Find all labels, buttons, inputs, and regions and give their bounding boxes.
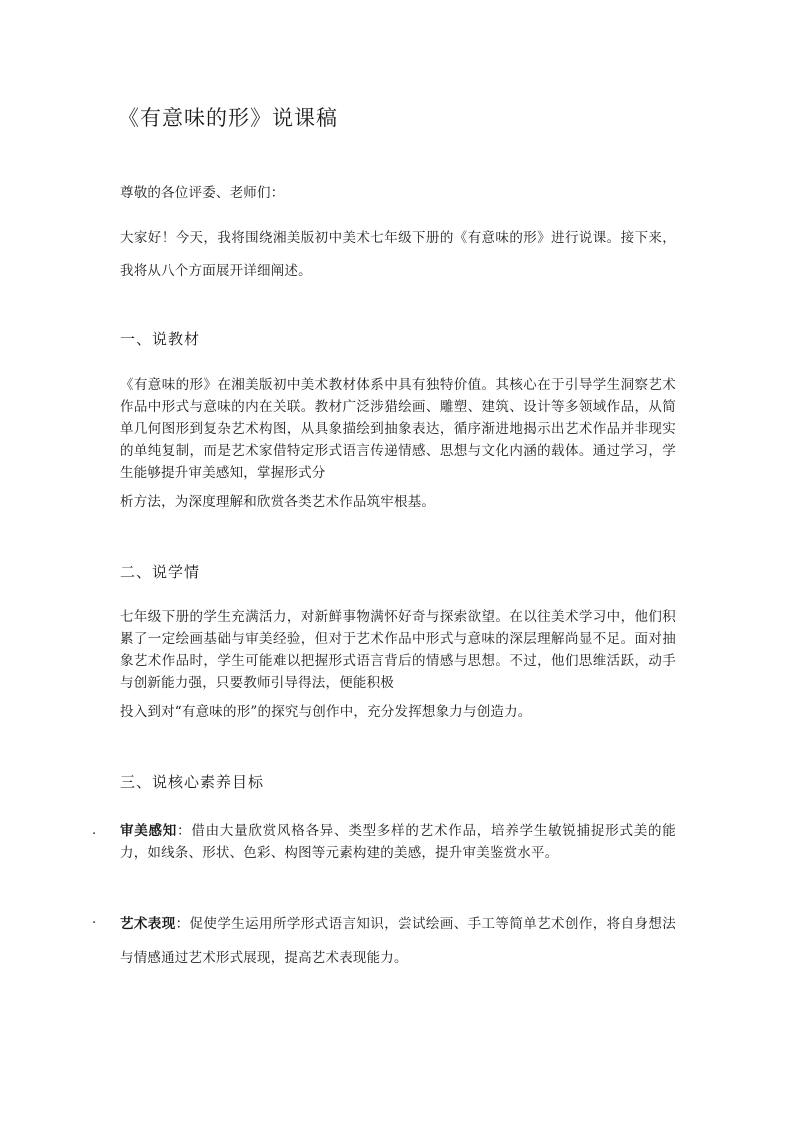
section-body-students-tail: 投入到对“有意味的形”的探究与创作中，充分发挥想象力与创造力。 — [120, 704, 532, 720]
goal-text: ：促使学生运用所学形式语言知识，尝试绘画、手工等简单艺术创作，将自身想法与情感通过艺术形式展现，提高艺术表现能力。 — [120, 916, 676, 966]
intro-paragraph: 大家好！今天，我将围绕湘美版初中美术七年级下册的《有意味的形》进行说课。接下来，我将从八个方面展开详细阐述。 — [120, 230, 676, 279]
section-body-textbook-tail: 析方法，为深度理解和欣赏各类艺术作品筑牢根基。 — [120, 494, 436, 510]
goal-item-aesthetic — [120, 820, 676, 864]
goal-bullet: . — [92, 823, 97, 838]
goal-term: 艺术表现 — [120, 916, 176, 932]
section-body-students-text: 七年级下册的学生充满活力，对新鲜事物满怀好奇与探索欲望。在以往美术学习中，他们积累了一定绘画基础与审美经验，但对于艺术作品中形式与意味的深层理解尚显不足。面对抽象艺术作品时，学生可能难以把握形式语言背后的情感与思想。不过，他们思维活跃，动手与创新能力强，只要教师引导得法，便能积极 — [120, 609, 676, 691]
goal-text: ：借由大量欣赏风格各异、类型多样的艺术作品，培养学生敏锐捕捉形式美的能力，如线条、形状、色彩、构图等元素构建的美感，提升审美鉴赏水平。 — [120, 823, 676, 861]
goal-term: 审美感知 — [120, 823, 178, 839]
goal-bullet: . — [92, 912, 97, 927]
section-body-students — [120, 606, 676, 730]
section-body-textbook — [120, 374, 676, 520]
goal-item-expression — [120, 907, 676, 975]
section-heading-textbook: 一、说教材 — [120, 330, 201, 348]
section-heading-goals: 三、说核心素养目标 — [120, 773, 265, 791]
salutation: 尊敬的各位评委、老师们： — [120, 185, 285, 201]
section-body-textbook-text: 《有意味的形》在湘美版初中美术教材体系中具有独特价值。其核心在于引导学生洞察艺术作品中形式与意味的内在关联。教材广泛涉猎绘画、雕塑、建筑、设计等多领域作品，从简单几何图形到复杂艺术构图，从具象描绘到抽象表达，循序渐进地揭示出艺术作品并非现实的单纯复制，而是艺术家借特定形式语言传递情感、思想与文化内涵的载体。通过学习，学生能够提升审美感知，掌握形式分 — [120, 377, 676, 481]
page-title: 《有意味的形》说课稿 — [118, 106, 338, 130]
section-heading-students: 二、说学情 — [120, 563, 201, 581]
